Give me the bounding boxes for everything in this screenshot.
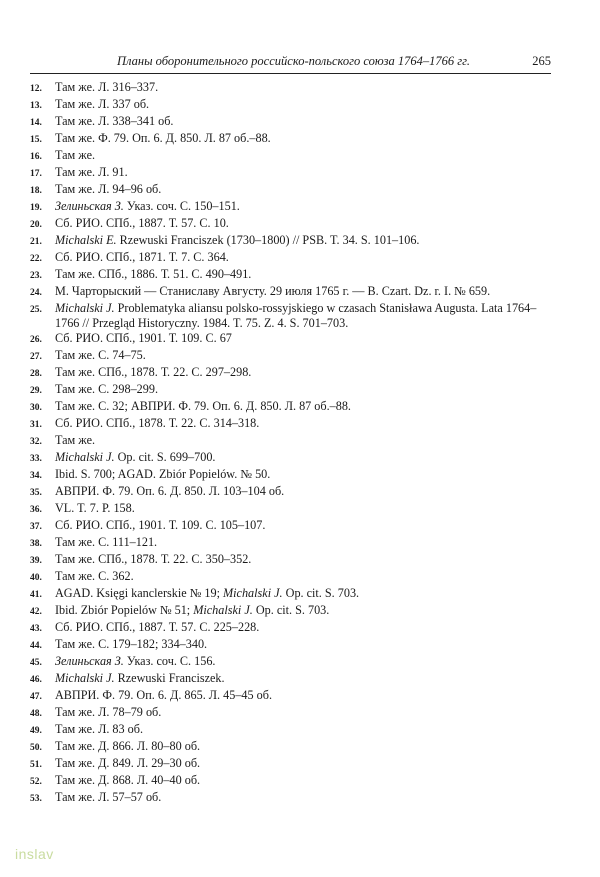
endnote-number: 14.	[30, 118, 42, 128]
endnote-number: 17.	[30, 169, 42, 179]
citation-text: Там же. С. 298–299.	[55, 382, 158, 396]
endnote-number: 31.	[30, 420, 42, 430]
endnote-number: 26.	[30, 335, 42, 345]
endnote-text	[55, 620, 560, 635]
endnote-number: 32.	[30, 437, 42, 447]
endnote-text	[55, 365, 560, 380]
endnote	[30, 182, 560, 199]
citation-text: Rzewuski Franciszek.	[114, 671, 225, 685]
endnote	[30, 80, 560, 97]
citation-text: Там же. СПб., 1878. Т. 22. С. 350–352.	[55, 552, 252, 566]
endnote	[30, 773, 560, 790]
citation-text: Там же. С. 179–182; 334–340.	[55, 637, 208, 651]
endnote	[30, 131, 560, 148]
endnote-text	[55, 739, 560, 754]
endnote	[30, 484, 560, 501]
endnote-text	[55, 97, 560, 112]
endnote-number: 29.	[30, 386, 42, 396]
endnote-number: 35.	[30, 488, 42, 498]
citation-text: Problematyka aliansu polsko-rossyjskiego w czasach Stanisława Augusta. Lata 1764–1766 // Przegląd Historyczny. 1984. T. 75. Z. 4. S. 701–703.	[55, 301, 537, 330]
endnote-text	[55, 688, 560, 703]
endnote	[30, 518, 560, 535]
author-name: Michalski J.	[55, 450, 115, 464]
citation-text: Сб. РИО. СПб., 1878. Т. 22. С. 314–318.	[55, 416, 260, 430]
citation-text: Сб. РИО. СПб., 1901. Т. 109. С. 67	[55, 331, 232, 345]
endnote-number: 52.	[30, 777, 42, 787]
endnote-text	[55, 284, 560, 299]
endnote-text	[55, 569, 560, 584]
citation-text: Сб. РИО. СПб., 1871. Т. 7. С. 364.	[55, 250, 229, 264]
endnote-text	[55, 131, 560, 146]
endnote	[30, 705, 560, 722]
endnote-number: 28.	[30, 369, 42, 379]
citation-text: Там же. Л. 94–96 об.	[55, 182, 162, 196]
author-name: Michalski J.	[193, 603, 253, 617]
endnote-text	[55, 484, 560, 499]
citation-text: Там же. Л. 337 об.	[55, 97, 150, 111]
endnote-text	[55, 603, 560, 618]
endnote-number: 37.	[30, 522, 42, 532]
citation-text: Там же. Л. 83 об.	[55, 722, 144, 736]
endnote	[30, 114, 560, 131]
citation-text: Там же. Л. 338–341 об.	[55, 114, 174, 128]
endnote-text	[55, 148, 560, 163]
citation-text: Указ. соч. С. 150–151.	[123, 199, 240, 213]
endnote	[30, 722, 560, 739]
endnote-text	[55, 756, 560, 771]
citation-text: Сб. РИО. СПб., 1887. Т. 57. С. 225–228.	[55, 620, 260, 634]
citation-text: Ibid. Zbiór Popielów № 51;	[55, 603, 194, 617]
citation-text: АВПРИ. Ф. 79. Оп. 6. Д. 850. Л. 103–104 об.	[55, 484, 285, 498]
citation-text: Там же. СПб., 1886. Т. 51. С. 490–491.	[55, 267, 252, 281]
endnote-text	[55, 501, 560, 516]
endnote-text	[55, 80, 560, 95]
endnote-number: 21.	[30, 237, 42, 247]
endnote	[30, 148, 560, 165]
endnote	[30, 450, 560, 467]
endnote	[30, 365, 560, 382]
endnote-number: 51.	[30, 760, 42, 770]
endnote	[30, 216, 560, 233]
endnote	[30, 501, 560, 518]
citation-text: AGAD. Księgi kanclerskie № 19;	[55, 586, 224, 600]
citation-text: Там же. Л. 57–57 об.	[55, 790, 162, 804]
citation-text: Там же. СПб., 1878. Т. 22. С. 297–298.	[55, 365, 252, 379]
endnote-text	[55, 790, 560, 805]
endnote-text	[55, 450, 560, 465]
author-name: Michalski J.	[55, 301, 115, 315]
endnote-text	[55, 114, 560, 129]
endnote	[30, 688, 560, 705]
endnote-number: 49.	[30, 726, 42, 736]
endnote-text	[55, 348, 560, 363]
citation-text: Op. cit. S. 703.	[282, 586, 360, 600]
endnote	[30, 382, 560, 399]
endnote-number: 48.	[30, 709, 42, 719]
endnote-text	[55, 637, 560, 652]
endnote-number: 38.	[30, 539, 42, 549]
endnote	[30, 348, 560, 365]
citation-text: Op. cit. S. 703.	[252, 603, 330, 617]
endnote	[30, 552, 560, 569]
citation-text: Там же.	[55, 433, 96, 447]
citation-text: Там же. С. 74–75.	[55, 348, 146, 362]
citation-text: Rzewuski Franciszek (1730–1800) // PSB. T. 34. S. 101–106.	[116, 233, 420, 247]
endnote-number: 45.	[30, 658, 42, 668]
endnote	[30, 267, 560, 284]
endnote-text	[55, 773, 560, 788]
endnote	[30, 620, 560, 637]
endnote	[30, 301, 560, 331]
endnote	[30, 569, 560, 586]
endnote-number: 16.	[30, 152, 42, 162]
endnote	[30, 756, 560, 773]
endnote	[30, 331, 560, 348]
endnote-text	[55, 671, 560, 686]
endnote-text	[55, 705, 560, 720]
citation-text: Там же. С. 362.	[55, 569, 134, 583]
endnote-text	[55, 586, 560, 601]
citation-text: М. Чарторыский — Станиславу Августу. 29 июля 1765 г. — B. Czart. Dz. r. I. № 659.	[55, 284, 491, 298]
author-name: Michalski J.	[55, 671, 115, 685]
citation-text: Там же. С. 111–121.	[55, 535, 158, 549]
endnote-number: 40.	[30, 573, 42, 583]
citation-text: Там же. Л. 91.	[55, 165, 128, 179]
endnote-number: 22.	[30, 254, 42, 264]
endnote-number: 20.	[30, 220, 42, 230]
running-header	[30, 54, 551, 74]
endnote-text	[55, 467, 560, 482]
endnote-text	[55, 433, 560, 448]
endnote	[30, 233, 560, 250]
endnote-number: 42.	[30, 607, 42, 617]
endnote-number: 34.	[30, 471, 42, 481]
endnote-number: 33.	[30, 454, 42, 464]
endnote	[30, 433, 560, 450]
endnote-text	[55, 552, 560, 567]
endnote	[30, 739, 560, 756]
endnote-number: 12.	[30, 84, 42, 94]
citation-text: Там же. Д. 849. Л. 29–30 об.	[55, 756, 201, 770]
endnote-number: 15.	[30, 135, 42, 145]
endnote-number: 41.	[30, 590, 42, 600]
running-title: Планы оборонительного российско-польского союза 1764–1766 гг.	[117, 54, 471, 68]
endnote-text	[55, 182, 560, 197]
endnote	[30, 199, 560, 216]
endnote-number: 53.	[30, 794, 42, 804]
endnote-number: 18.	[30, 186, 42, 196]
citation-text: АВПРИ. Ф. 79. Оп. 6. Д. 865. Л. 45–45 об.	[55, 688, 273, 702]
citation-text: VL. T. 7. P. 158.	[55, 501, 135, 515]
author-name: Michalski J.	[223, 586, 283, 600]
citation-text: Указ. соч. С. 156.	[123, 654, 216, 668]
endnote-number: 47.	[30, 692, 42, 702]
author-name: Зелиньская З.	[55, 199, 124, 213]
endnote-text	[55, 535, 560, 550]
endnote	[30, 586, 560, 603]
endnote-text	[55, 301, 560, 331]
endnote	[30, 97, 560, 114]
endnote-text	[55, 382, 560, 397]
endnote	[30, 467, 560, 484]
endnote-number: 36.	[30, 505, 42, 515]
endnote-text	[55, 416, 560, 431]
citation-text: Там же. С. 32; АВПРИ. Ф. 79. Оп. 6. Д. 850. Л. 87 об.–88.	[55, 399, 351, 413]
endnote-number: 39.	[30, 556, 42, 566]
citation-text: Там же. Ф. 79. Оп. 6. Д. 850. Л. 87 об.–88.	[55, 131, 271, 145]
endnote	[30, 654, 560, 671]
endnote-text	[55, 722, 560, 737]
endnote	[30, 399, 560, 416]
endnote-number: 24.	[30, 288, 42, 298]
endnote-text	[55, 331, 560, 346]
endnote-number: 13.	[30, 101, 42, 111]
endnote-number: 46.	[30, 675, 42, 685]
endnote-number: 27.	[30, 352, 42, 362]
page-number: 265	[532, 54, 551, 68]
endnotes-list	[30, 80, 560, 807]
endnote	[30, 250, 560, 267]
citation-text: Ibid. S. 700; AGAD. Zbiór Popielów. № 50.	[55, 467, 271, 481]
header-rule	[30, 73, 551, 74]
endnote-number: 23.	[30, 271, 42, 281]
endnote-text	[55, 233, 560, 248]
endnote	[30, 284, 560, 301]
endnote-text	[55, 518, 560, 533]
endnote	[30, 790, 560, 807]
endnote-number: 44.	[30, 641, 42, 651]
citation-text: Op. cit. S. 699–700.	[114, 450, 216, 464]
endnote-text	[55, 654, 560, 669]
watermark: inslav	[15, 846, 54, 862]
endnote-text	[55, 399, 560, 414]
citation-text: Там же. Д. 866. Л. 80–80 об.	[55, 739, 201, 753]
endnote-number: 25.	[30, 305, 42, 315]
endnote-text	[55, 216, 560, 231]
endnote	[30, 603, 560, 620]
endnote-text	[55, 165, 560, 180]
citation-text: Там же. Л. 316–337.	[55, 80, 159, 94]
endnote-number: 50.	[30, 743, 42, 753]
citation-text: Там же.	[55, 148, 96, 162]
endnote	[30, 416, 560, 433]
citation-text: Сб. РИО. СПб., 1901. Т. 109. С. 105–107.	[55, 518, 266, 532]
endnote-number: 30.	[30, 403, 42, 413]
author-name: Michalski E.	[55, 233, 117, 247]
endnote-number: 43.	[30, 624, 42, 634]
citation-text: Там же. Л. 78–79 об.	[55, 705, 162, 719]
endnote	[30, 165, 560, 182]
endnote-number: 19.	[30, 203, 42, 213]
endnote	[30, 637, 560, 654]
citation-text: Сб. РИО. СПб., 1887. Т. 57. С. 10.	[55, 216, 229, 230]
endnote-text	[55, 250, 560, 265]
endnote	[30, 535, 560, 552]
author-name: Зелиньская З.	[55, 654, 124, 668]
endnote-text	[55, 267, 560, 282]
endnote	[30, 671, 560, 688]
citation-text: Там же. Д. 868. Л. 40–40 об.	[55, 773, 201, 787]
endnote-text	[55, 199, 560, 214]
